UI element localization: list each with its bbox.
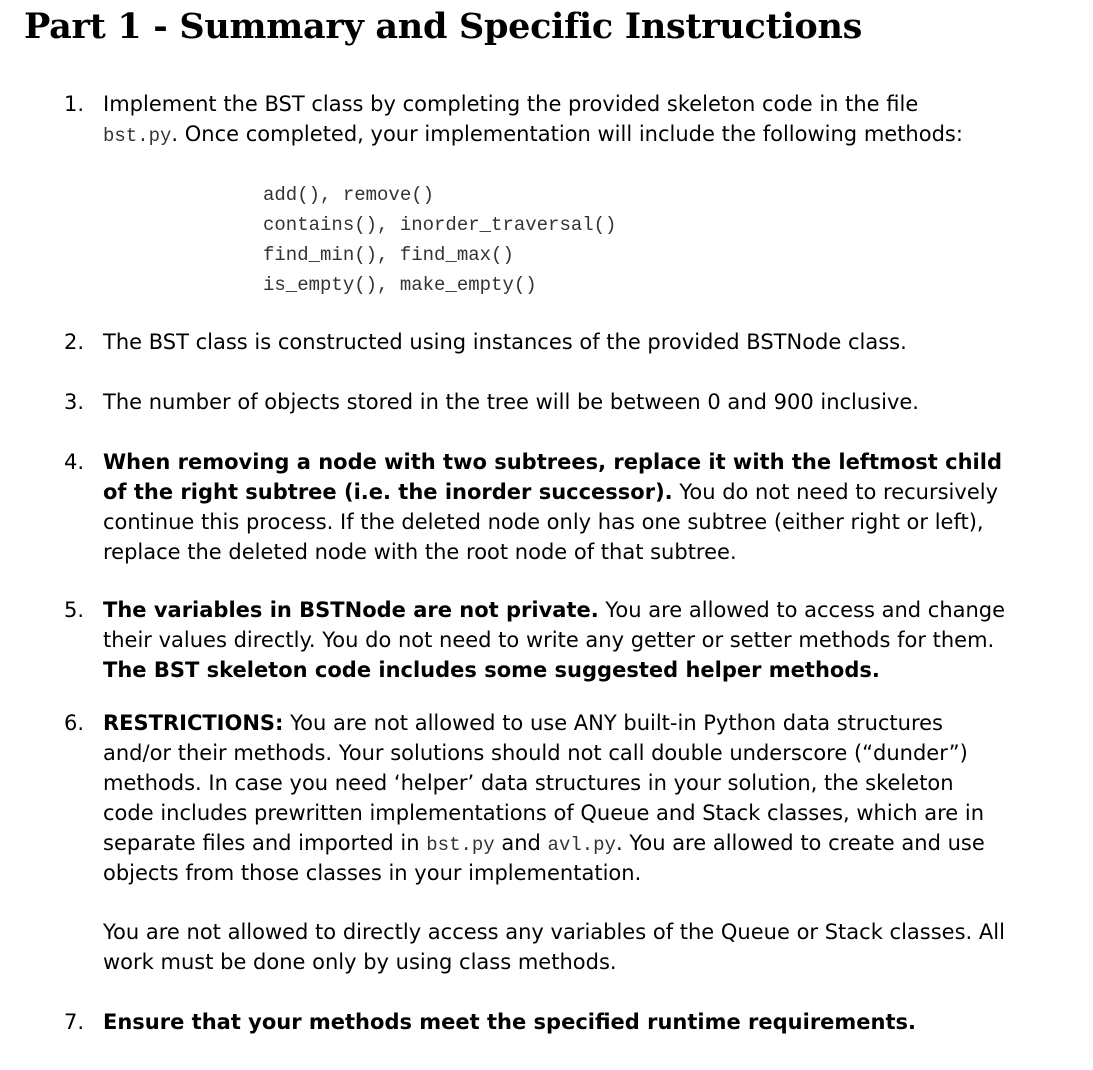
item-line-rest: . Once completed, your implementation will include the following methods:	[171, 122, 963, 146]
method-line: contains(), inorder_traversal()	[263, 214, 617, 236]
item-line: replace the deleted node with the root node of that subtree.	[103, 540, 737, 564]
item-line: methods. In case you need ‘helper’ data structures in your solution, the skeleton	[103, 771, 954, 795]
item-line-rest: You do not need to recursively	[672, 480, 999, 504]
item-text	[103, 89, 1088, 149]
item-line: and/or their methods. Your solutions should not call double underscore (“dunder”)	[103, 741, 968, 765]
item-line: continue this process. If the deleted node only has one subtree (either right or left),	[103, 510, 984, 534]
item-line: their values directly. You do not need to write any getter or setter methods for them.	[103, 628, 995, 652]
methods-code-block	[263, 180, 616, 300]
item-text	[103, 708, 1088, 888]
item-number: 5.	[64, 598, 85, 622]
page-title: Part 1 - Summary and Specific Instructions	[24, 6, 863, 47]
item-text	[103, 917, 1088, 977]
item-line: The BST class is constructed using instances of the provided BSTNode class.	[103, 330, 907, 354]
item-line	[103, 119, 1088, 149]
item-number: 3.	[64, 390, 85, 414]
item-text	[103, 447, 1088, 567]
bold-text: RESTRICTIONS:	[103, 711, 284, 735]
item-line: You are not allowed to directly access any variables of the Queue or Stack classes. All	[103, 920, 1005, 944]
item-line-mid: and	[494, 831, 548, 855]
item-text	[103, 387, 1088, 417]
item-number: 6.	[64, 711, 85, 735]
item-number: 4.	[64, 450, 85, 474]
item-line	[103, 477, 1088, 507]
item-line	[103, 447, 1088, 477]
item-line	[103, 595, 1088, 625]
item-line: The number of objects stored in the tree will be between 0 and 900 inclusive.	[103, 390, 919, 414]
item-number: 2.	[64, 330, 85, 354]
bold-text: of the right subtree (i.e. the inorder successor).	[103, 480, 673, 504]
bold-text: When removing a node with two subtrees, replace it with the leftmost child	[103, 450, 1002, 474]
method-line: is_empty(), make_empty()	[263, 274, 537, 296]
file-name-code: bst.py	[103, 125, 172, 147]
item-number: 7.	[64, 1010, 85, 1034]
method-line: find_min(), find_max()	[263, 244, 514, 266]
file-name-code: avl.py	[547, 834, 616, 856]
item-line	[103, 708, 1088, 738]
item-line: code includes prewritten implementations of Queue and Stack classes, which are in	[103, 801, 985, 825]
file-name-code: bst.py	[426, 834, 495, 856]
item-line	[103, 828, 1088, 858]
item-line-start: separate files and imported in	[103, 831, 427, 855]
item-line	[103, 1007, 1088, 1037]
item-line: work must be done only by using class methods.	[103, 950, 617, 974]
item-text	[103, 595, 1088, 685]
item-number: 1.	[64, 92, 85, 116]
item-line: Implement the BST class by completing the provided skeleton code in the file	[103, 92, 919, 116]
item-line: objects from those classes in your implementation.	[103, 861, 642, 885]
bold-text: The BST skeleton code includes some suggested helper methods.	[103, 658, 880, 682]
item-line-rest: You are not allowed to use ANY built-in Python data structures	[283, 711, 943, 735]
bold-text: The variables in BSTNode are not private.	[103, 598, 599, 622]
item-text	[103, 1007, 1088, 1037]
item-text	[103, 327, 1088, 357]
item-line-rest: You are allowed to access and change	[598, 598, 1006, 622]
item-line	[103, 655, 1088, 685]
method-line: add(), remove()	[263, 184, 435, 206]
bold-text: Ensure that your methods meet the specified runtime requirements.	[103, 1010, 917, 1034]
item-line-end: . You are allowed to create and use	[615, 831, 985, 855]
